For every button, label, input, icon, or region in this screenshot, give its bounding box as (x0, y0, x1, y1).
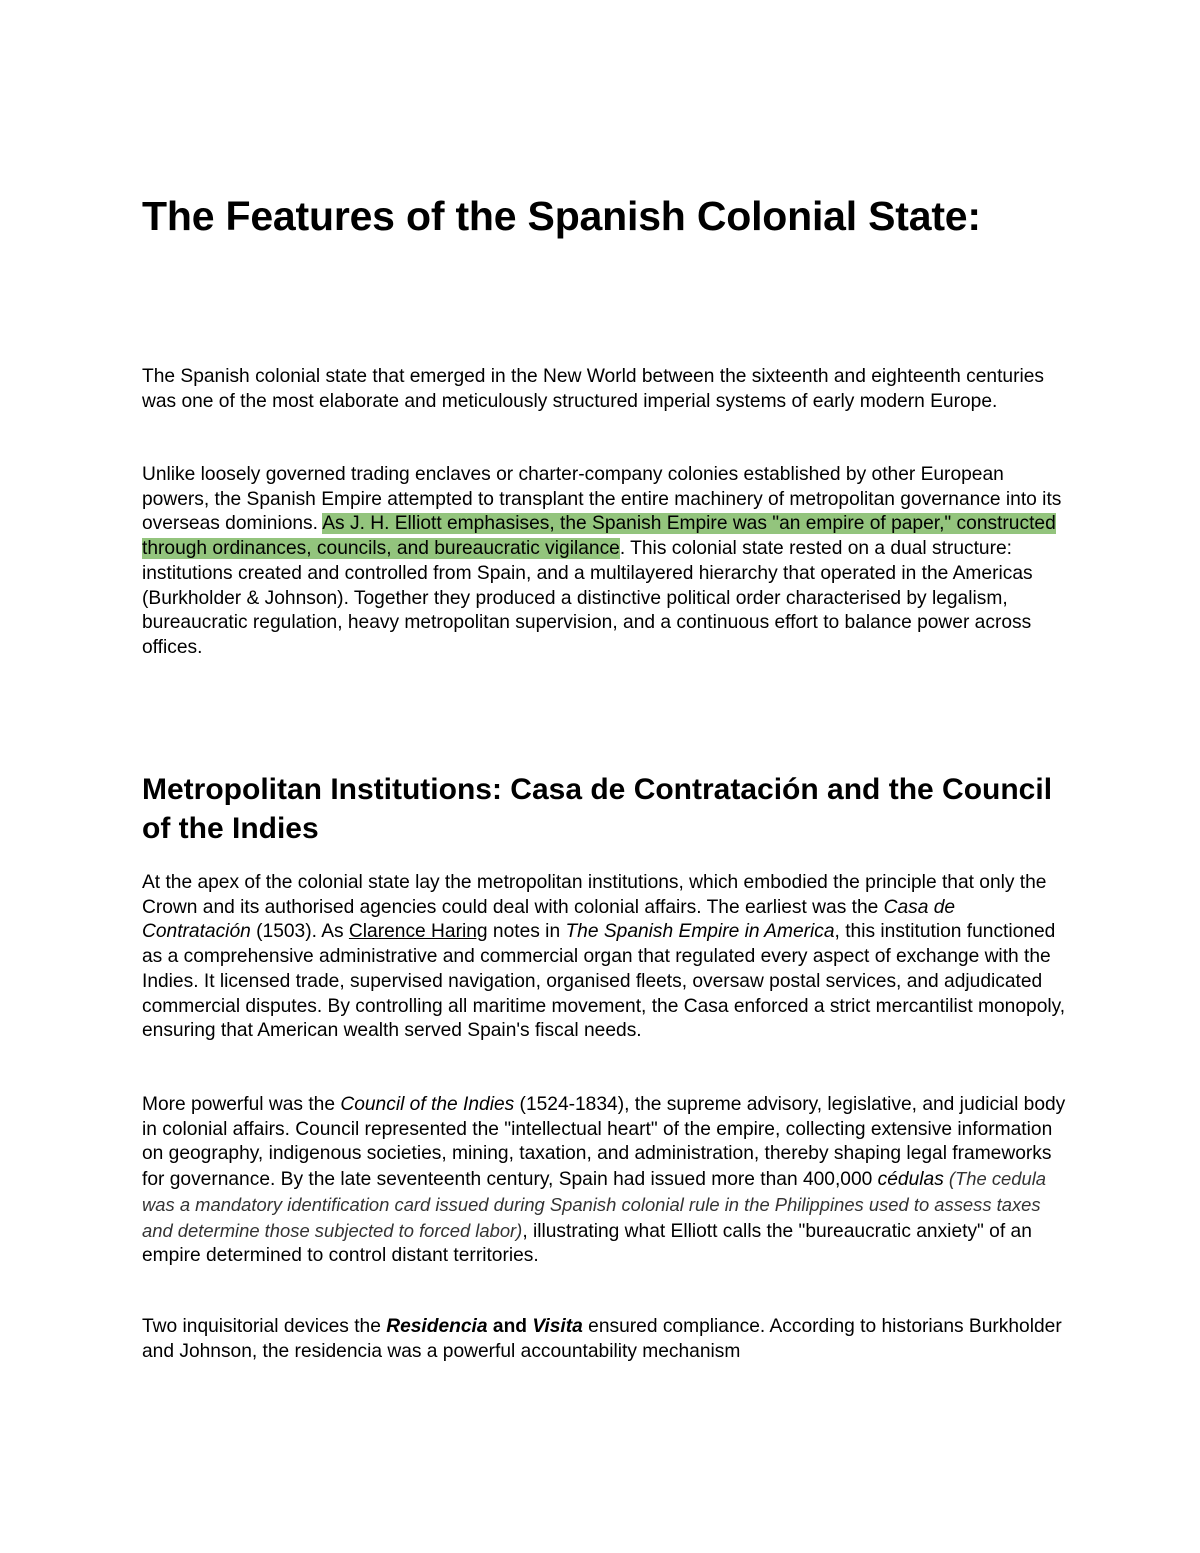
and-connector: and (487, 1316, 533, 1337)
casa-text-3: notes in (487, 921, 566, 943)
casa-paragraph (142, 871, 1067, 1044)
document-title: The Features of the Spanish Colonial State: (142, 193, 981, 239)
council-of-indies-term: Council of the Indies (340, 1094, 515, 1115)
intro-paragraph: The Spanish colonial state that emerged in the New World between the sixteenth and eighteenth centuries was one of the most elaborate and meticulously structured imperial systems of early modern Europe. (142, 366, 1045, 412)
book-title: The Spanish Empire in America (565, 921, 835, 943)
casa-text-1: At the apex of the colonial state lay the metropolitan institutions, which embodied the principle that only the Crown and its authorised agencies could deal with colonial affairs. The earliest was the (142, 872, 1047, 918)
residencia-term: Residencia (386, 1316, 488, 1337)
section-heading-metropolitan-institutions: Metropolitan Institutions: Casa de Contratación and the Council of the Indies (142, 773, 1053, 845)
casa-text-4: , this institution functioned as a comprehensive administrative and commercial organ that regulated every aspect of exchange with the Indies. It licensed trade, supervised navigation, organised fleets, oversaw postal services, and adjudicated commercial disputes. By controlling all maritime movement, the Casa enforced a strict mercantilist monopoly, ensuring that American wealth served Spain's fiscal needs. (142, 921, 1066, 1042)
council-text-3: , illustrating what Elliott calls the "bureaucratic anxiety" of an empire determined to control distant territories. (142, 1220, 1032, 1267)
inquisitorial-devices-paragraph (142, 1315, 1067, 1364)
cedula-note: (The cedula was a mandatory identification card issued during Spanish colonial rule in the Philippines used to assess taxes and determine those subjected to forced labor) (142, 1168, 1047, 1241)
council-text-1: More powerful was the (142, 1094, 341, 1115)
council-text-2: (1524-1834), the supreme advisory, legislative, and judicial body in colonial affairs. Council represented the "intellectual heart" of the empire, collecting extensive information on geography, indigenous societies, mining, taxation, and administration, thereby shaping legal frameworks for governance. By the late seventeenth century, Spain had issued more than 400,000 (142, 1094, 1066, 1191)
casa-de-contratacion-term: Casa de Contratación (142, 896, 956, 943)
council-paragraph (142, 1093, 1067, 1269)
visita-term: Visita (532, 1316, 583, 1337)
devices-text-2: ensured compliance. According to historians Burkholder and Johnson, the residencia was a powerful accountability mechanism (142, 1316, 1062, 1362)
cedulas-term: cédulas (877, 1169, 944, 1191)
devices-text-1: Two inquisitorial devices the (142, 1316, 387, 1337)
context-paragraph (142, 463, 1067, 661)
context-text-end: . This colonial state rested on a dual structure: institutions created and controlled from Spain, and a multilayered hierarchy that operated in the Americas (Burkholder & Johnson). Together they produced a distinctive political order characterised by legalism, bureaucratic regulation, heavy metropolitan supervision, and a continuous effort to balance power across offices. (142, 538, 1033, 658)
context-text-start: Unlike loosely governed trading enclaves or charter-company colonies established by other European powers, the Spanish Empire attempted to transplant the entire machinery of metropolitan governance into its overseas dominions. (142, 464, 1062, 535)
highlighted-quote: As J. H. Elliott emphasises, the Spanish Empire was "an empire of paper," constructed through ordinances, councils, and bureaucratic vigilance (142, 513, 1056, 560)
casa-text-2: (1503). As (250, 921, 349, 943)
clarence-haring-link[interactable]: Clarence Haring (348, 921, 488, 943)
